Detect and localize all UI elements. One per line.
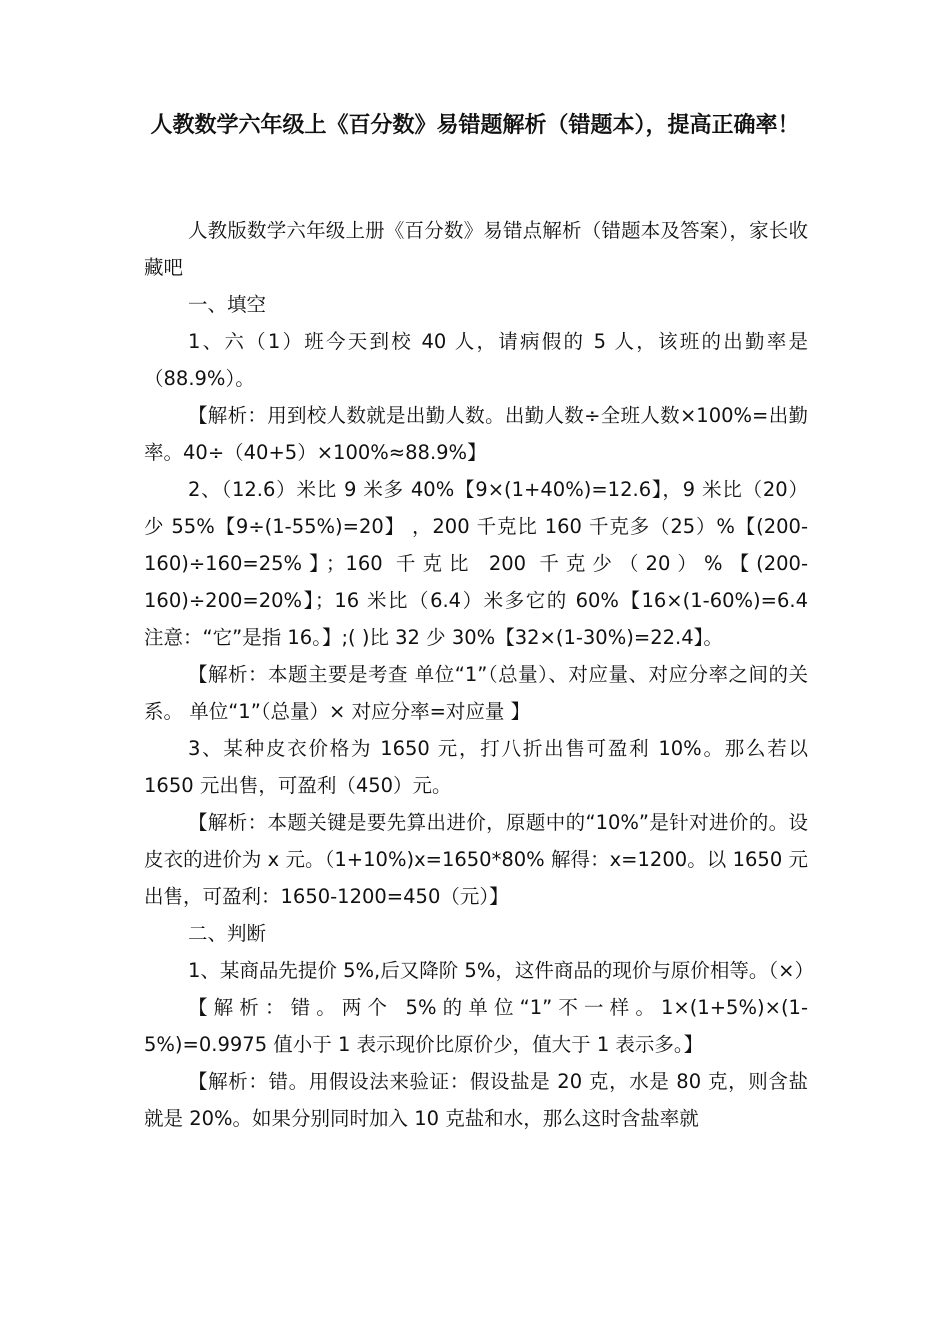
judgement-question-1: 1、某商品先提价 5%,后又降阶 5%，这件商品的现价与原价相等。（×） — [188, 959, 814, 982]
judgement-analysis-2: 【解析：错。用假设法来验证：假设盐是 20 克，水是 80 克，则含盐就是 20%。如果分别同时加入 10 克盐和水，那么这时含盐率就 — [144, 1070, 808, 1130]
analysis-2: 【解析：本题主要是考查 单位“1”（总量）、对应量、对应分率之间的关系。 单位“1”（总量）× 对应分率=对应量 】 — [144, 663, 808, 723]
question-3: 3、某种皮衣价格为 1650 元，打八折出售可盈利 10%。那么若以 1650 元出售，可盈利（450）元。 — [144, 737, 808, 797]
section-heading-fill-blank: 一、填空 — [188, 293, 267, 316]
analysis-1: 【解析：用到校人数就是出勤人数。出勤人数÷全班人数×100%=出勤率。40÷（40+5）×100%≈88.9%】 — [144, 404, 808, 464]
document-title: 人教数学六年级上《百分数》易错题解析（错题本），提高正确率！ — [150, 113, 800, 138]
section-heading-judgement: 二、判断 — [188, 922, 267, 945]
question-2: 2、（12.6）米比 9 米多 40%【9×(1+40%)=12.6】，9 米比（20）少 55%【9÷(1-55%)=20】 ，200 千克比 160 千克多（25）%【(200-160)÷160=25%】；160 千克比 200 千克少（20）%【(200-160)÷200=20%】；16 米比（6.4）米多它的 60%【16×(1-60%)=6.4 注意：“它”是指 16。】;( )比 32 少 30%【32×(1-30%)=22.4】。 — [144, 478, 808, 649]
analysis-3: 【解析：本题关键是要先算出进价，原题中的“10%”是针对进价的。设皮衣的进价为 x 元。（1+10%)x=1650*80% 解得：x=1200。以 1650 元出售，可盈利：1650-1200=450（元）】 — [144, 811, 808, 908]
document-body — [144, 212, 814, 1137]
intro-paragraph: 人教版数学六年级上册《百分数》易错点解析（错题本及答案），家长收藏吧 — [144, 219, 808, 279]
question-1: 1、六（1）班今天到校 40 人，请病假的 5 人，该班的出勤率是（88.9%）。 — [144, 330, 808, 390]
judgement-analysis-1: 【解析：错。两个 5%的单位“1”不一样。1×(1+5%)×(1-5%)=0.9975 值小于 1 表示现价比原价少，值大于 1 表示多。】 — [144, 996, 808, 1056]
